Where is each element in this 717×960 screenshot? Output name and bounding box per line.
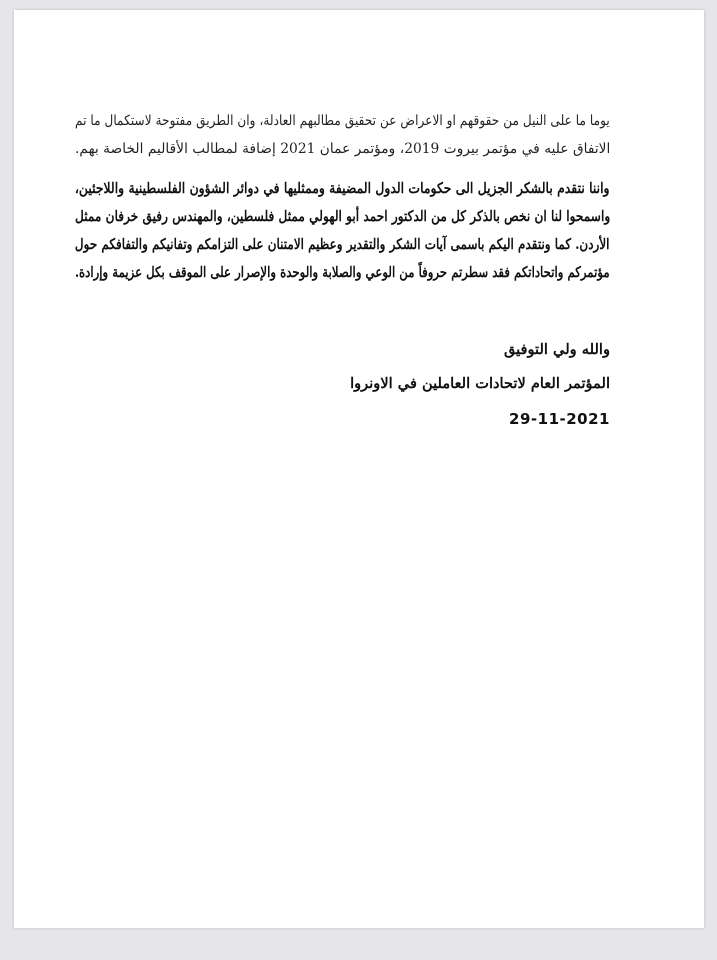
paragraph-2-line-4: مؤتمركم واتحاداتكم فقد سطرتم حروفاً من الوعي والصلابة والوحدة والإصرار على الموقف بكل عزيمة وإرادة. <box>75 264 610 281</box>
paragraph-2-line-1: واننا نتقدم بالشكر الجزيل الى حكومات الدول المضيفة وممثليها في دوائر الشؤون الفلسطينية واللاجئين، <box>75 180 610 197</box>
paragraph-1-line-1: يوما ما على النيل من حقوقهم او الاعراض عن تحقيق مطالبهم العادلة، وان الطريق مفتوحة لاستكمال ما تم <box>75 113 610 129</box>
signature-line: المؤتمر العام لاتحادات العاملين في الاونروا <box>350 375 610 392</box>
paragraph-2-line-3: الأردن. كما ونتقدم اليكم باسمى آيات الشكر والتقدير وعظيم الامتنان على التزامكم وتفانيكم والتفافكم حول <box>75 236 610 253</box>
paragraph-2-line-2: واسمحوا لنا ان نخص بالذكر كل من الدكتور احمد أبو الهولي ممثل فلسطين، والمهندس رفيق خرفان ممثل <box>74 208 610 225</box>
paragraph-1-line-2: الاتفاق عليه في مؤتمر بيروت 2019، ومؤتمر عمان 2021 إضافة لمطالب الأقاليم الخاصة بهم. <box>74 141 610 157</box>
document-date: 29-11-2021 <box>509 410 610 428</box>
closing-line: والله ولي التوفيق <box>503 341 610 358</box>
document-page <box>14 10 704 928</box>
